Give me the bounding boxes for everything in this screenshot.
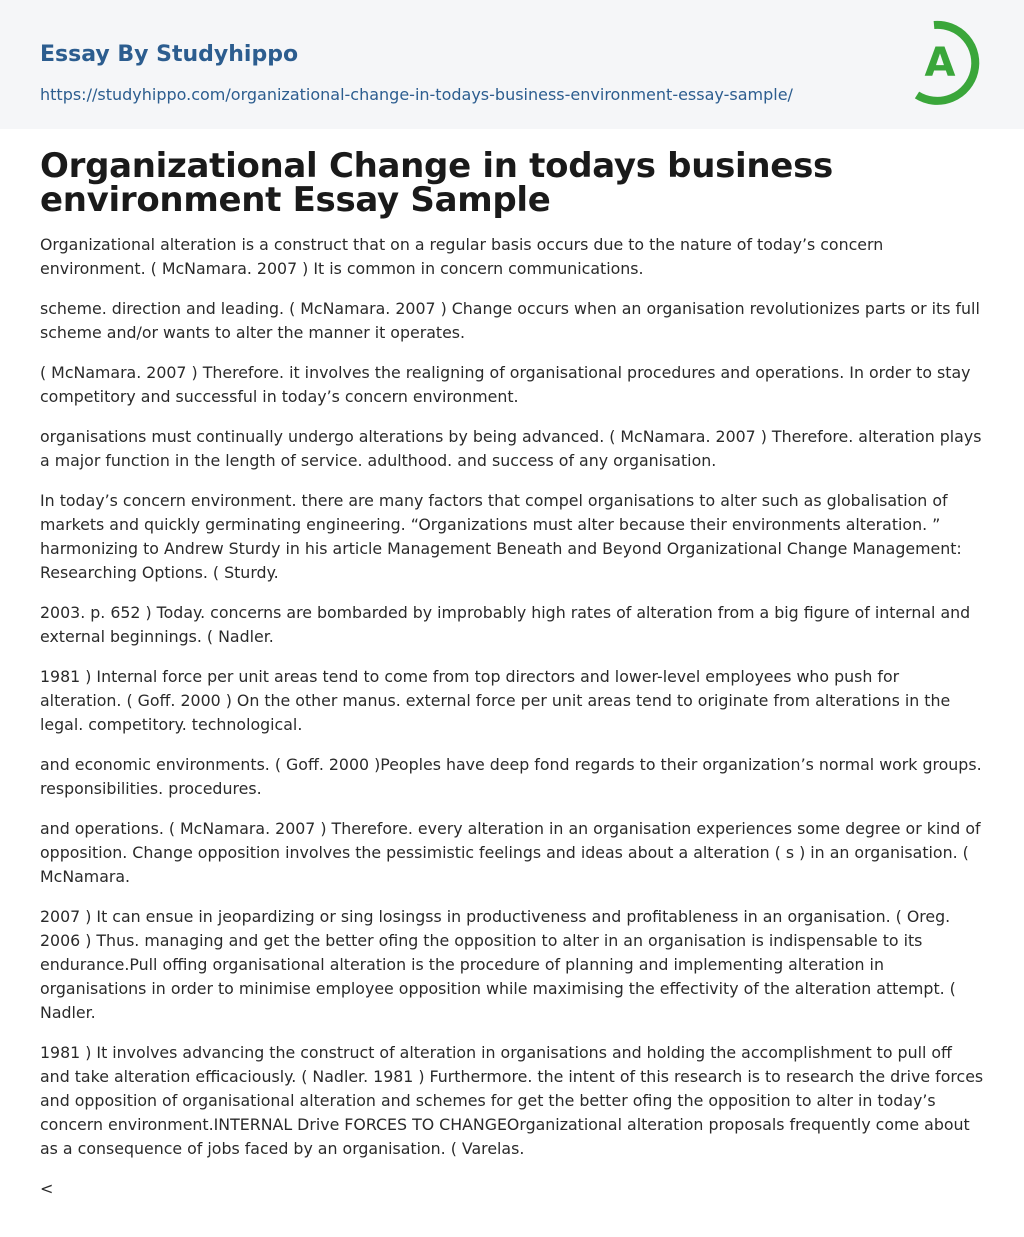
paragraph: and operations. ( McNamara. 2007 ) Therefore. every alteration in an organisation experiences some degree or kind of opposition. Change opposition involves the pessimistic feelings and ideas about a alteration ( s ) in an organisation. ( McNamara. — [40, 819, 981, 886]
studyhippo-logo-icon[interactable] — [907, 17, 993, 107]
paragraph: 2007 ) It can ensue in jeopardizing or sing losingss in productiveness and profitableness in an organisation. ( Oreg. 2006 ) Thus. managing and get the better ofing the opposition to alter in an organisation is indispensable to its endurance.Pull offing organisational alteration is the procedure of planning and implementing alteration in organisations in order to minimise employee opposition while maximising the effectivity of the alteration attempt. ( Nadler. — [40, 907, 956, 1022]
paragraph: 2003. p. 652 ) Today. concerns are bombarded by improbably high rates of alteration from a big figure of internal and external beginnings. ( Nadler. — [40, 603, 971, 646]
more-marker: < — [40, 1179, 54, 1198]
site-brand[interactable]: Essay By Studyhippo — [40, 42, 299, 67]
paragraph: scheme. direction and leading. ( McNamara. 2007 ) Change occurs when an organisation revolutionizes parts or its full scheme and/or wants to alter the manner it operates. — [40, 299, 980, 342]
paragraph: Organizational alteration is a construct that on a regular basis occurs due to the nature of today’s concern environment. ( McNamara. 2007 ) It is common in concern communications. — [40, 235, 884, 278]
logo-letter: A — [924, 40, 956, 86]
page-url-link[interactable]: https://studyhippo.com/organizational-change-in-todays-business-environment-essay-sample/ — [40, 85, 793, 104]
paragraph: In today’s concern environment. there are many factors that compel organisations to alter such as globalisation of markets and quickly germinating engineering. “Organizations must alter because their environments alteration. ” harmonizing to Andrew Sturdy in his article Management Beneath and Beyond Organizational Change Management: Researching Options. ( Sturdy. — [40, 491, 962, 582]
article — [0, 129, 1024, 1201]
paragraph: ( McNamara. 2007 ) Therefore. it involves the realigning of organisational procedures and operations. In order to stay competitory and successful in today’s concern environment. — [40, 363, 971, 406]
paragraph: organisations must continually undergo alterations by being advanced. ( McNamara. 2007 ) Therefore. alteration plays a major function in the length of service. adulthood. and success of any organisation. — [40, 427, 982, 470]
paragraph: and economic environments. ( Goff. 2000 )Peoples have deep fond regards to their organization’s normal work groups. responsibilities. procedures. — [40, 755, 982, 798]
site-header — [0, 0, 1024, 129]
paragraph: 1981 ) Internal force per unit areas tend to come from top directors and lower-level employees who push for alteration. ( Goff. 2000 ) On the other manus. external force per unit areas tend to originate from alterations in the legal. competitory. technological. — [40, 667, 951, 734]
paragraph: 1981 ) It involves advancing the construct of alteration in organisations and holding the accomplishment to pull off and take alteration efficaciously. ( Nadler. 1981 ) Furthermore. the intent of this research is to research the drive forces and opposition of organisational alteration and schemes for get the better ofing the opposition to alter in today’s concern environment.INTERNAL Drive FORCES TO CHANGEOrganizational alteration proposals frequently come about as a consequence of jobs faced by an organisation. ( Varelas. — [40, 1043, 984, 1158]
article-title: Organizational Change in todays business environment Essay Sample — [40, 146, 833, 220]
